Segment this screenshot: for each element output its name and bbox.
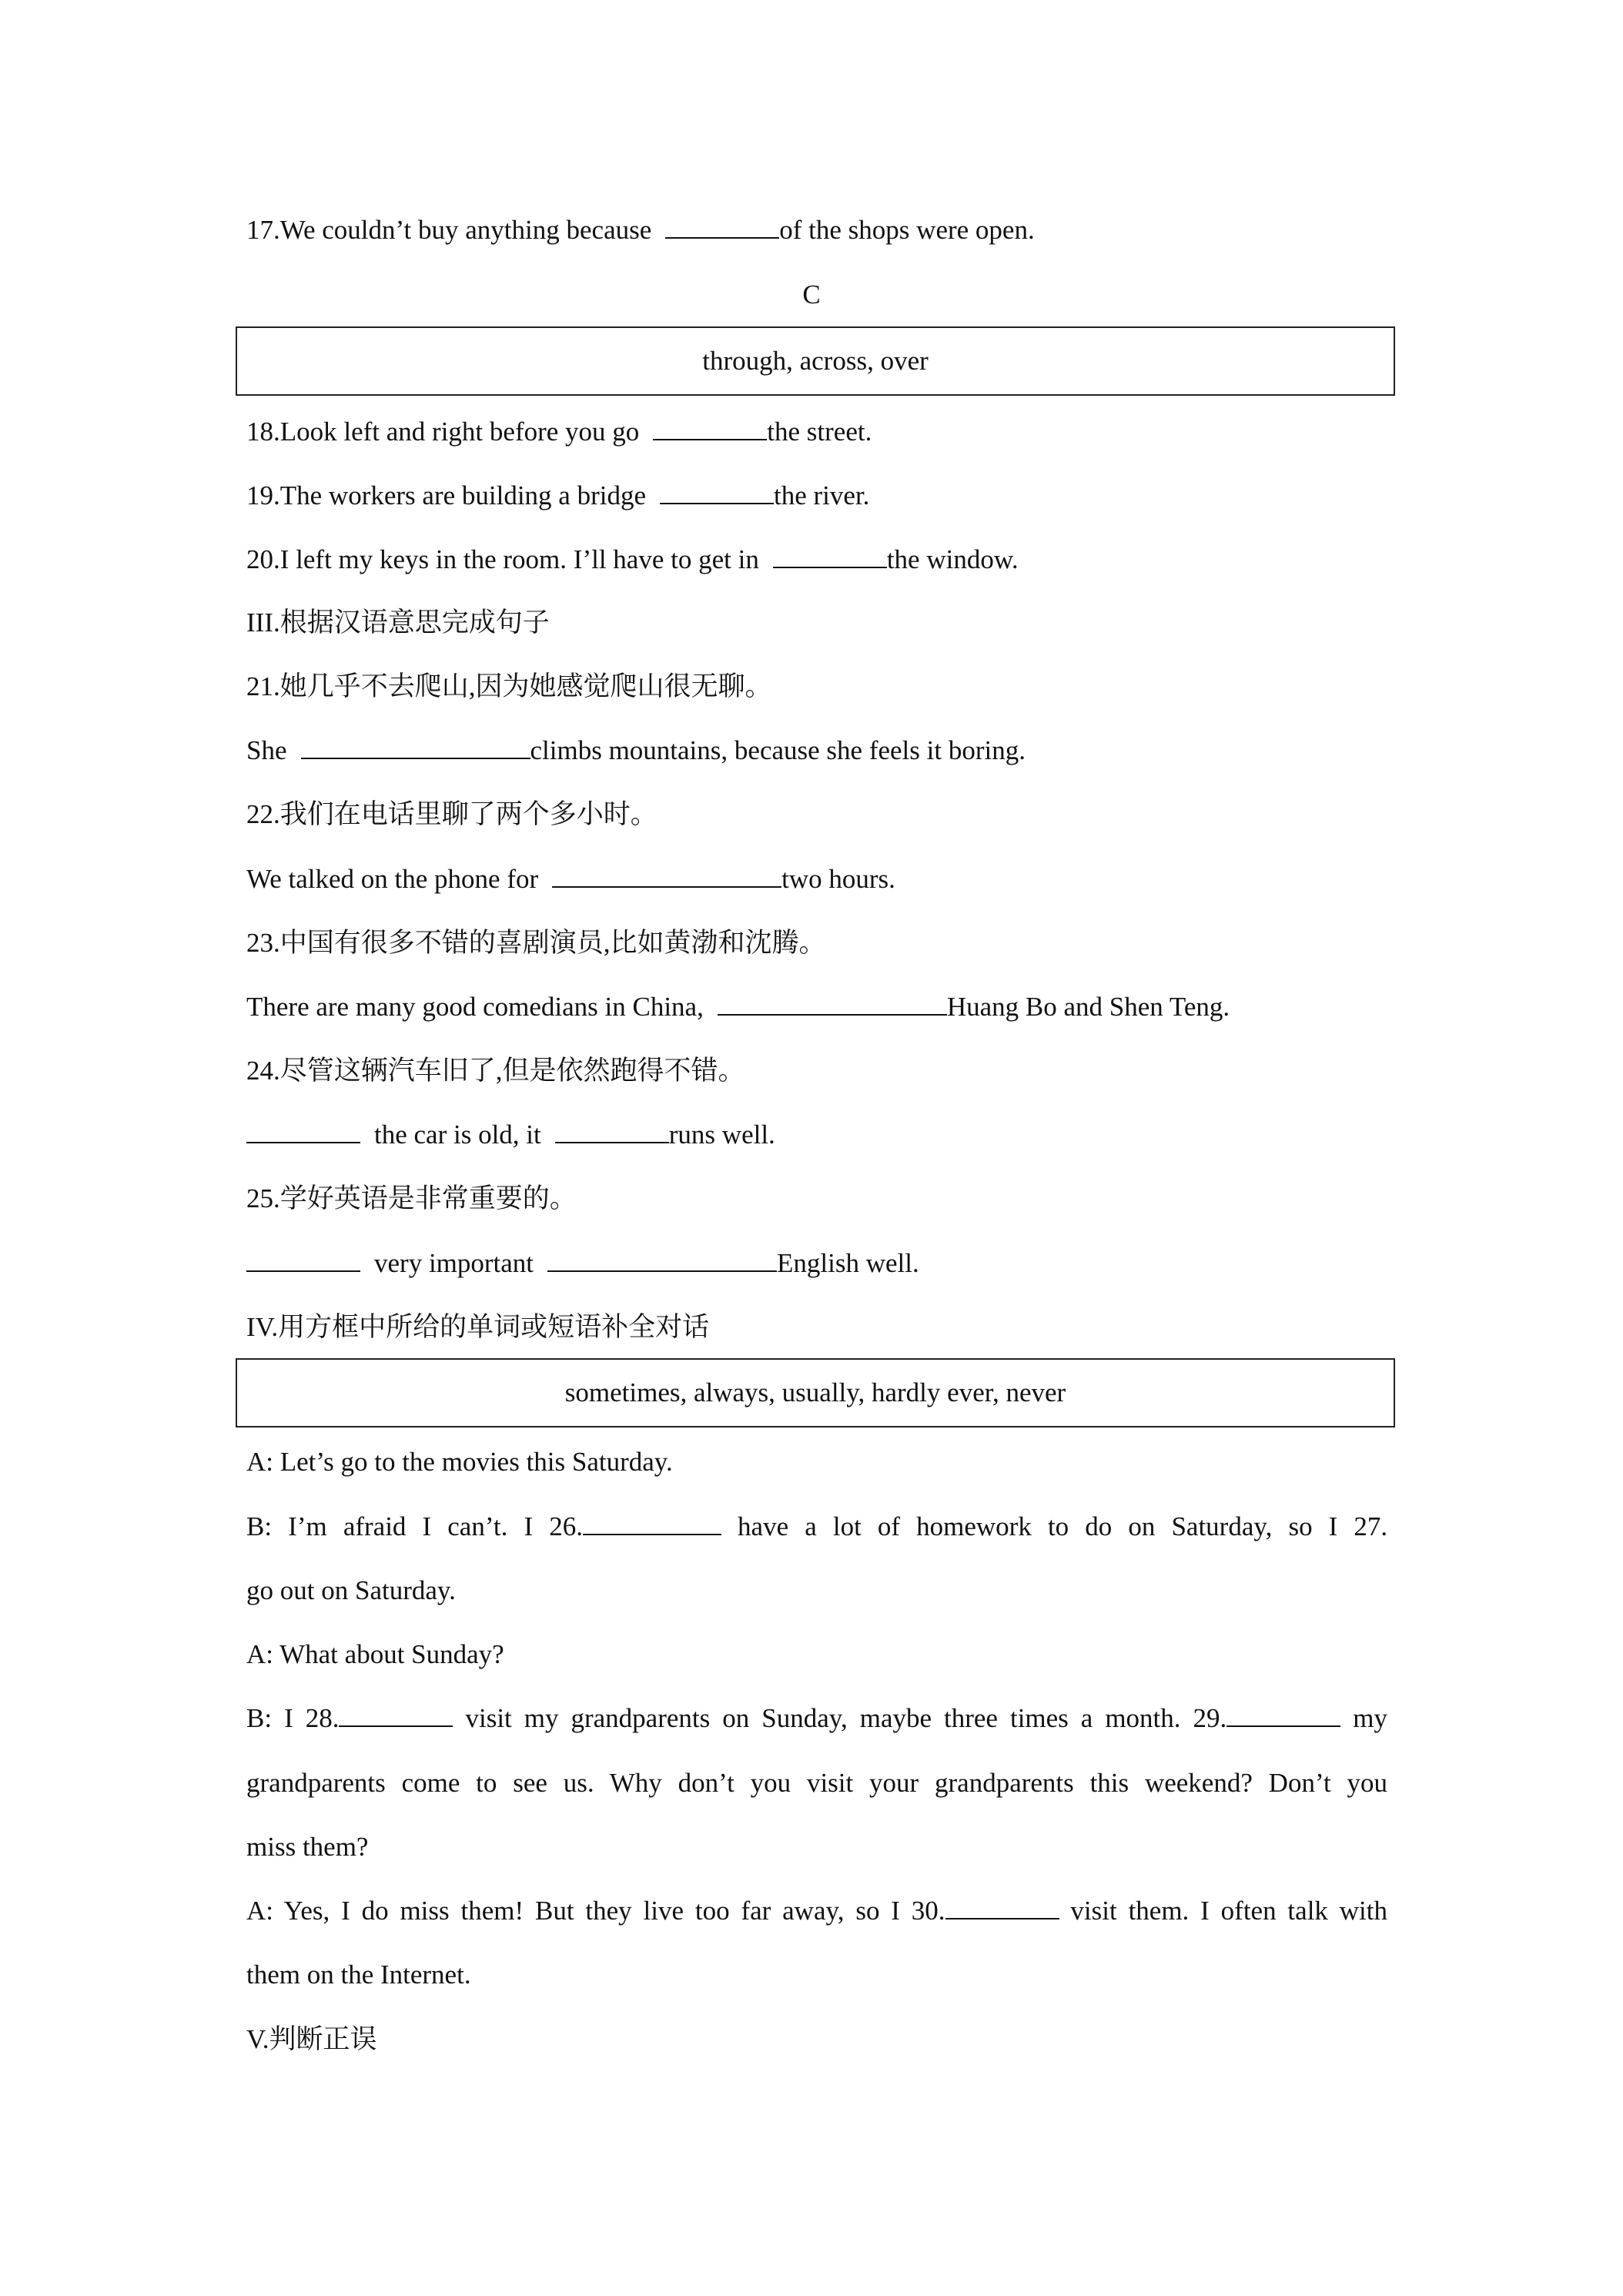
word-box-iv-text: sometimes, always, usually, hardly ever, never xyxy=(564,1377,1066,1407)
answer-blank[interactable] xyxy=(547,1247,777,1272)
dialog-word: afraid xyxy=(343,1511,407,1541)
q18-text-before: 18.Look left and right before you go xyxy=(246,417,640,447)
dialog-line-9: them on the Internet. xyxy=(246,1960,471,1990)
dialog-word: 27. xyxy=(1354,1511,1388,1541)
q19-text-before: 19.The workers are building a bridge xyxy=(246,480,647,510)
q24-text-middle: the car is old, it xyxy=(374,1120,541,1150)
answer-blank[interactable] xyxy=(660,480,774,504)
q21-chinese: 21.她几乎不去爬山,因为她感觉爬山很无聊。 xyxy=(246,671,772,701)
q22-text-after: two hours. xyxy=(781,864,895,894)
q23-text-after: Huang Bo and Shen Teng. xyxy=(946,992,1230,1022)
question-25 xyxy=(246,1247,919,1280)
dialog-line-4: A: What about Sunday? xyxy=(246,1639,504,1669)
answer-blank[interactable] xyxy=(552,863,781,888)
dialog-word: do xyxy=(1085,1511,1113,1541)
answer-blank[interactable] xyxy=(718,991,947,1016)
q20-text-after: the window. xyxy=(886,544,1019,574)
section-c-label: C xyxy=(802,279,821,310)
answer-blank-26[interactable] xyxy=(583,1511,721,1535)
dialog-word: can’t. xyxy=(447,1511,508,1541)
dialog-line-1: A: Let’s go to the movies this Saturday. xyxy=(246,1447,673,1477)
q20-text-before: 20.I left my keys in the room. I’ll have to get in xyxy=(246,544,759,574)
q25-text-middle: very important xyxy=(374,1248,534,1278)
q21-text-after: climbs mountains, because she feels it boring. xyxy=(530,735,1026,765)
answer-blank[interactable] xyxy=(665,214,779,239)
dialog-word: 26. xyxy=(549,1511,583,1541)
word-box-c xyxy=(236,326,1395,396)
question-22 xyxy=(246,863,895,895)
q25-chinese: 25.学好英语是非常重要的。 xyxy=(246,1183,577,1213)
dialog-word: on xyxy=(1128,1511,1156,1541)
dialog-word: to xyxy=(1047,1511,1069,1541)
dialog-word: of xyxy=(877,1511,901,1541)
q23-chinese: 23.中国有很多不错的喜剧演员,比如黄渤和沈腾。 xyxy=(246,928,826,958)
q22-chinese: 22.我们在电话里聊了两个多小时。 xyxy=(246,799,658,829)
word-box-iv xyxy=(236,1358,1395,1427)
section-5-title: V.判断正误 xyxy=(246,2024,377,2054)
section-4-title: IV.用方框中所给的单词或短语补全对话 xyxy=(246,1312,710,1342)
dialog-word: I’m xyxy=(288,1511,327,1541)
q19-text-after: the river. xyxy=(774,480,870,510)
dialog-line-2 xyxy=(246,1511,1387,1543)
dialog-word: so xyxy=(1288,1511,1313,1541)
l8-text-a: A: Yes, I do miss them! But they live too far away, so I 30. xyxy=(246,1896,945,1926)
dialog-word: Saturday, xyxy=(1171,1511,1273,1541)
dialog-line-7: miss them? xyxy=(246,1832,369,1862)
q22-text-before: We talked on the phone for xyxy=(246,864,539,894)
dialog-line-6: grandparents come to see us. Why don’t you visit your grandparents this weekend? Don’t you xyxy=(246,1768,1387,1798)
answer-blank[interactable] xyxy=(246,1119,360,1143)
answer-blank-30[interactable] xyxy=(945,1895,1059,1919)
dialog-line-3: go out on Saturday. xyxy=(246,1575,456,1605)
answer-blank[interactable] xyxy=(555,1119,669,1143)
question-19 xyxy=(246,480,869,512)
l5-text-b: visit my grandparents on Sunday, maybe three times a month. 29. xyxy=(465,1703,1227,1733)
q25-text-after: English well. xyxy=(777,1248,919,1278)
dialog-line-8 xyxy=(246,1895,1387,1927)
dialog-word: homework xyxy=(916,1511,1032,1541)
answer-blank[interactable] xyxy=(246,1247,360,1272)
l5-text-c: my xyxy=(1353,1703,1388,1733)
q18-text-after: the street. xyxy=(767,417,872,447)
question-24 xyxy=(246,1119,775,1151)
q17-text-after: of the shops were open. xyxy=(779,215,1035,245)
dialog-word: B: xyxy=(246,1511,273,1541)
answer-blank-28[interactable] xyxy=(339,1702,453,1727)
answer-blank[interactable] xyxy=(773,544,887,568)
dialog-line-5 xyxy=(246,1702,1387,1735)
dialog-word: I xyxy=(1328,1511,1338,1541)
q17-text-before: 17.We couldn’t buy anything because xyxy=(246,215,652,245)
question-20 xyxy=(246,544,1019,576)
question-18 xyxy=(246,416,872,448)
question-23 xyxy=(246,991,1230,1023)
dialog-word: a xyxy=(805,1511,817,1541)
q21-text-before: She xyxy=(246,735,287,765)
dialog-word: I xyxy=(422,1511,432,1541)
l5-text-a: B: I 28. xyxy=(246,1703,340,1733)
q23-text-before: There are many good comedians in China, xyxy=(246,992,704,1022)
question-17 xyxy=(246,214,1035,246)
answer-blank[interactable] xyxy=(653,416,767,440)
l8-text-b: visit them. I often talk with xyxy=(1070,1896,1387,1926)
answer-blank-29[interactable] xyxy=(1226,1702,1340,1727)
dialog-word: I xyxy=(524,1511,534,1541)
q24-chinese: 24.尽管这辆汽车旧了,但是依然跑得不错。 xyxy=(246,1056,745,1086)
dialog-word: have xyxy=(738,1511,789,1541)
section-3-title: III.根据汉语意思完成句子 xyxy=(246,607,550,638)
q24-text-after: runs well. xyxy=(668,1120,775,1150)
question-21 xyxy=(246,735,1026,767)
word-box-c-text: through, across, over xyxy=(702,346,929,376)
dialog-word: lot xyxy=(832,1511,862,1541)
answer-blank[interactable] xyxy=(301,735,530,759)
